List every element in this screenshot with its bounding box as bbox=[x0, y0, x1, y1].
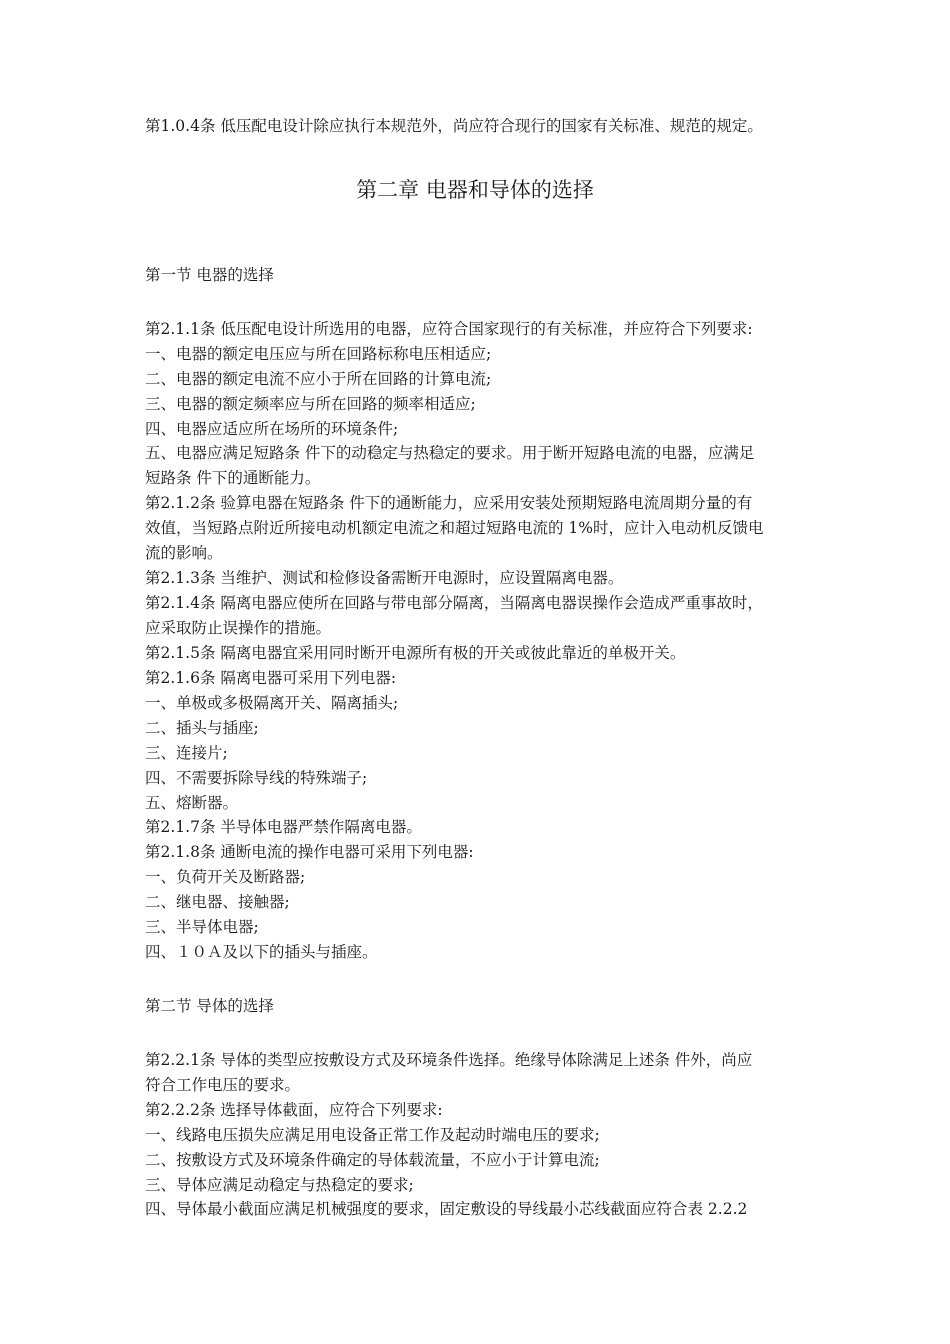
paragraph-line: 四、导体最小截面应满足机械强度的要求，固定敷设的导线最小芯线截面应符合表 2.2.2 bbox=[145, 1200, 748, 1218]
paragraph-line: 一、单极或多极隔离开关、隔离插头; bbox=[145, 694, 399, 712]
paragraph-line: 符合工作电压的要求。 bbox=[145, 1076, 301, 1094]
paragraph-line: 三、导体应满足动稳定与热稳定的要求; bbox=[145, 1176, 414, 1194]
paragraph-line: 第2.1.7条 半导体电器严禁作隔离电器。 bbox=[145, 818, 422, 836]
paragraph-line: 三、半导体电器; bbox=[145, 918, 259, 936]
paragraph-line: 五、电器应满足短路条 件下的动稳定与热稳定的要求。用于断开短路电流的电器，应满足 bbox=[145, 444, 755, 462]
paragraph-line: 第2.1.1条 低压配电设计所选用的电器，应符合国家现行的有关标准，并应符合下列要求: bbox=[145, 320, 753, 338]
paragraph-line: 一、负荷开关及断路器; bbox=[145, 868, 306, 886]
paragraph-line: 第2.1.5条 隔离电器宜采用同时断开电源所有极的开关或彼此靠近的单极开关。 bbox=[145, 644, 686, 662]
paragraph-line: 四、１０Ａ及以下的插头与插座。 bbox=[145, 943, 378, 961]
paragraph-line: 第2.1.4条 隔离电器应使所在回路与带电部分隔离，当隔离电器误操作会造成严重事故时， bbox=[145, 594, 763, 612]
paragraph-line: 四、不需要拆除导线的特殊端子; bbox=[145, 769, 368, 787]
paragraph-line: 三、连接片; bbox=[145, 744, 228, 762]
paragraph-line: 流的影响。 bbox=[145, 544, 223, 562]
paragraph-line: 四、电器应适应所在场所的环境条件; bbox=[145, 420, 399, 438]
paragraph-line: 二、按敷设方式及环境条件确定的导体载流量，不应小于计算电流; bbox=[145, 1151, 600, 1169]
chapter-title: 第二章 电器和导体的选择 bbox=[356, 178, 594, 202]
paragraph-line: 第2.2.2条 选择导体截面，应符合下列要求: bbox=[145, 1101, 443, 1119]
paragraph-line: 二、继电器、接触器; bbox=[145, 893, 290, 911]
section-title: 第一节 电器的选择 bbox=[145, 266, 274, 284]
paragraph-line: 一、线路电压损失应满足用电设备正常工作及起动时端电压的要求; bbox=[145, 1126, 600, 1144]
intro-clause: 第1.0.4条 低压配电设计除应执行本规范外，尚应符合现行的国家有关标准、规范的规定。 bbox=[145, 117, 763, 135]
paragraph-line: 三、电器的额定频率应与所在回路的频率相适应; bbox=[145, 395, 476, 413]
section-title: 第二节 导体的选择 bbox=[145, 997, 274, 1015]
paragraph-line: 效值，当短路点附近所接电动机额定电流之和超过短路电流的 1%时，应计入电动机反馈电 bbox=[145, 519, 764, 537]
paragraph-line: 第2.1.3条 当维护、测试和检修设备需断开电源时，应设置隔离电器。 bbox=[145, 569, 624, 587]
paragraph-line: 一、电器的额定电压应与所在回路标称电压相适应; bbox=[145, 345, 492, 363]
paragraph-line: 二、插头与插座; bbox=[145, 719, 259, 737]
paragraph-line: 短路条 件下的通断能力。 bbox=[145, 469, 321, 487]
paragraph-line: 第2.1.6条 隔离电器可采用下列电器: bbox=[145, 669, 397, 687]
paragraph-line: 第2.1.8条 通断电流的操作电器可采用下列电器: bbox=[145, 843, 474, 861]
paragraph-line: 第2.1.2条 验算电器在短路条 件下的通断能力，应采用安装处预期短路电流周期分量的有 bbox=[145, 494, 753, 512]
paragraph-line: 应采取防止误操作的措施。 bbox=[145, 619, 332, 637]
paragraph-line: 五、熔断器。 bbox=[145, 794, 239, 812]
paragraph-line: 第2.2.1条 导体的类型应按敷设方式及环境条件选择。绝缘导体除满足上述条 件外，尚应 bbox=[145, 1051, 753, 1069]
paragraph-line: 二、电器的额定电流不应小于所在回路的计算电流; bbox=[145, 370, 492, 388]
